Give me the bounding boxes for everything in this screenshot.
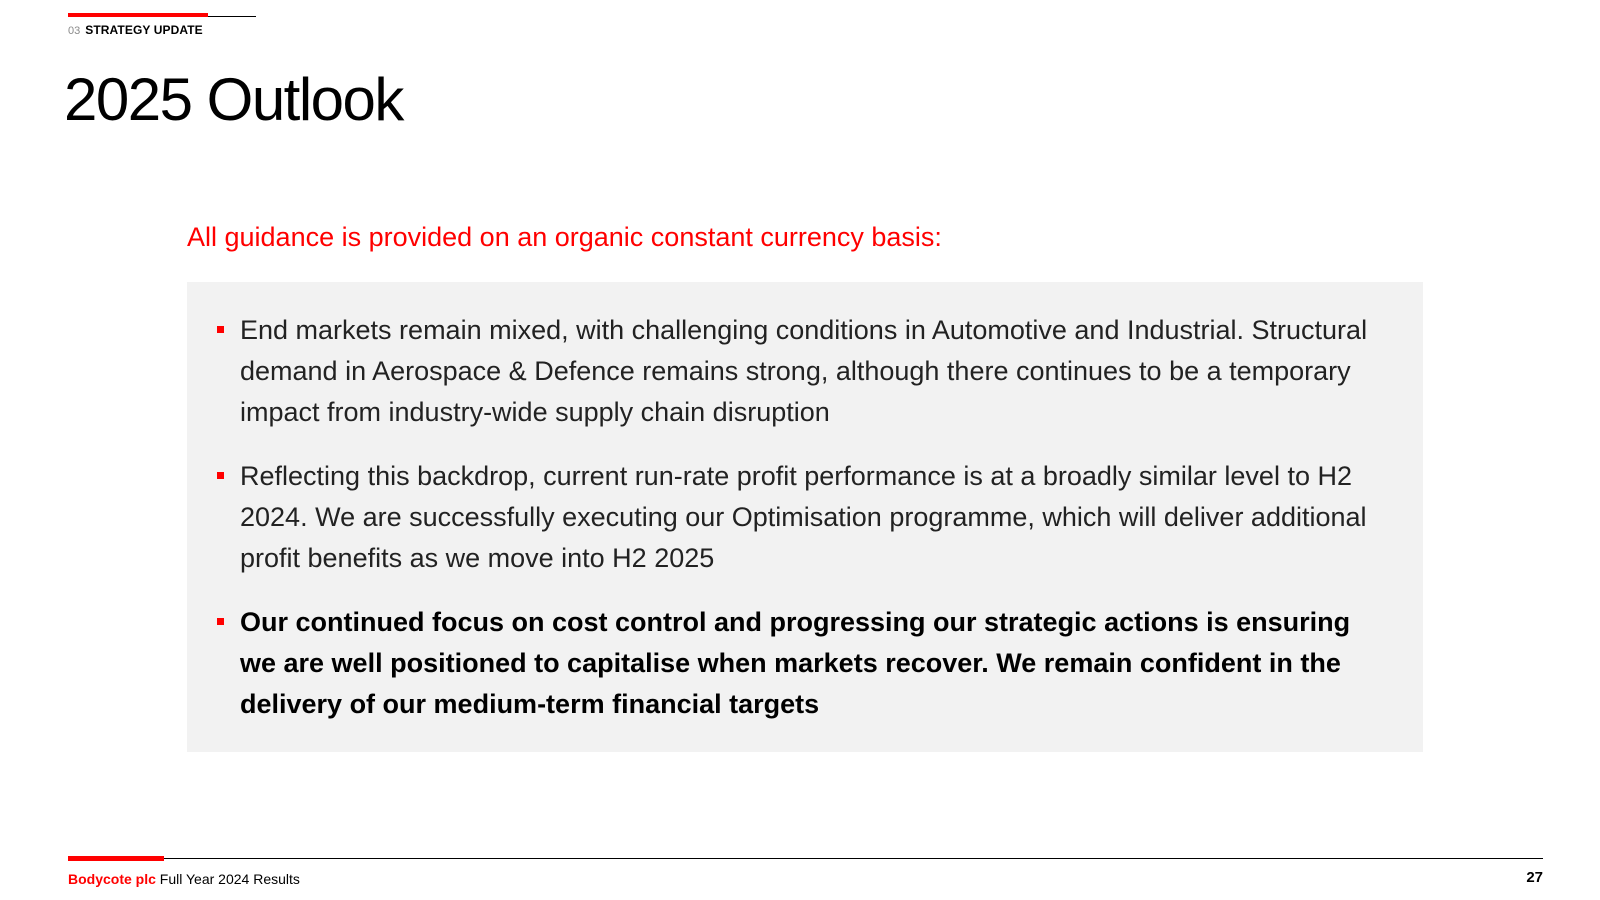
section-number: 03 [68,25,81,37]
outlook-bullet-2 [217,456,1393,579]
footer-rule-accent [68,856,164,861]
slide-title: 2025 Outlook [64,66,403,133]
outlook-bullet-list [217,310,1393,725]
outlook-bullet-1-text: End markets remain mixed, with challenging conditions in Automotive and Industrial. Structural demand in Aerospace & Defence remains strong, although there continues to be a temporary impact from industry-wide supply chain disruption [240,315,1368,427]
outlook-bullet-1 [217,310,1393,433]
section-title: STRATEGY UPDATE [85,23,203,37]
page-number: 27 [1526,869,1543,886]
section-rule-accent [68,13,208,17]
footer-text [68,870,300,888]
outlook-bullet-2-text: Reflecting this backdrop, current run-rate profit performance is at a broadly similar level to H2 2024. We are successfully executing our Optimisation programme, which will deliver additional profit benefits as we move into H2 2025 [240,461,1367,573]
section-label [68,23,256,38]
outlook-bullet-3-text: Our continued focus on cost control and progressing our strategic actions is ensuring we are well positioned to capitalise when markets recover. We remain confident in the delivery of our medium-term financial targets [240,607,1351,719]
section-marker [68,13,256,38]
outlook-panel [187,282,1423,752]
footer-company-name: Bodycote plc [68,871,156,887]
footer-document-title: Full Year 2024 Results [159,871,300,887]
outlook-bullet-3 [217,602,1393,725]
bullet-square-icon [217,472,224,479]
footer-rule [68,858,1543,859]
guidance-subtitle: All guidance is provided on an organic constant currency basis: [187,222,942,252]
bullet-square-icon [217,326,224,333]
section-rule [68,13,256,17]
bullet-square-icon [217,618,224,625]
